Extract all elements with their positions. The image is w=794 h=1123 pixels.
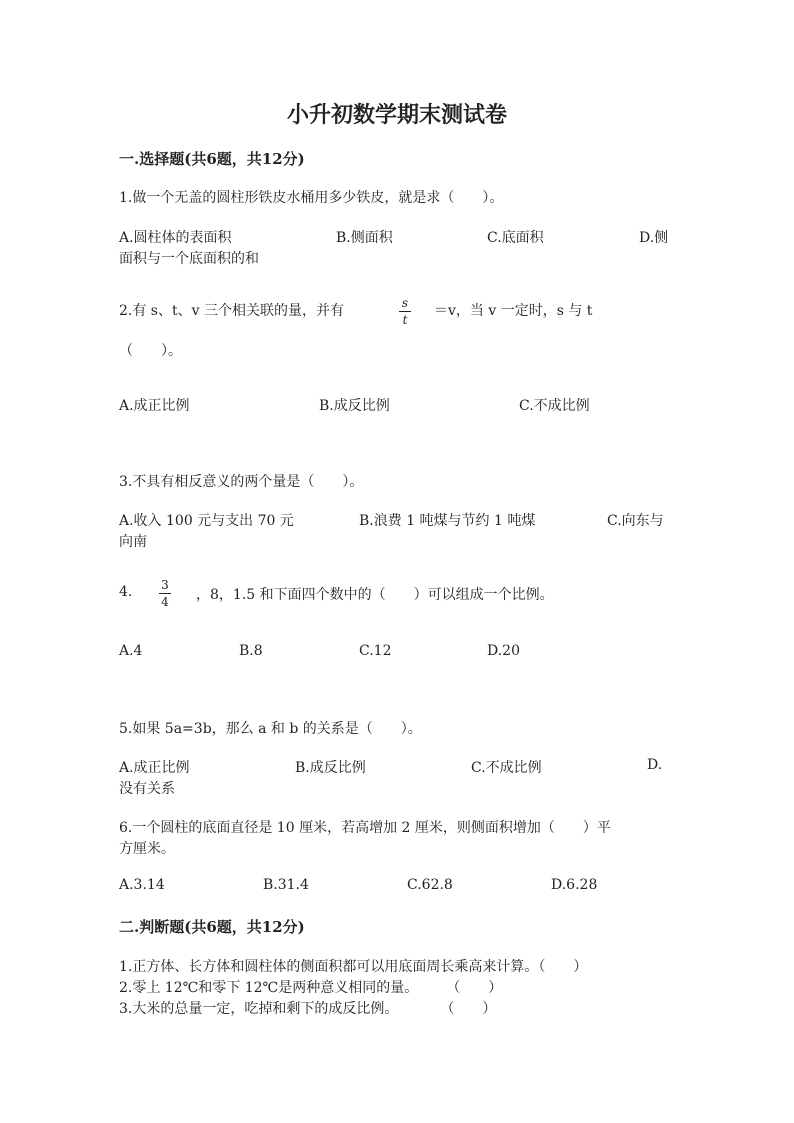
question-4-suffix: ，8，1.5 和下面四个数中的（ ）可以组成一个比例。 [196,587,554,603]
judgement-item-3: 3.大米的总量一定，吃掉和剩下的成反比例。 （ ） [119,1001,497,1017]
fraction-numerator: 3 [161,578,169,592]
question-5-text: 5.如果 5a=3b，那么 a 和 b 的关系是（ ）。 [119,721,422,737]
fraction-numerator: s [401,296,409,310]
fraction-three-quarters [159,578,171,609]
question-3-option-c: C.向东与 [607,513,664,529]
question-2-suffix: ＝v，当 v 一定时，s 与 t [434,303,593,319]
question-4-option-c: C.12 [359,643,392,659]
judgement-item-2: 2.零上 12℃和零下 12℃是两种意义相同的量。 （ ） [119,980,503,996]
question-4-prefix: 4. [119,584,133,600]
question-2-option-b: B.成反比例 [319,398,390,414]
question-5-option-b: B.成反比例 [295,760,366,776]
question-3-option-b: B.浪费 1 吨煤与节约 1 吨煤 [359,513,536,529]
question-6-option-d: D.6.28 [551,877,598,893]
question-6-option-c: C.62.8 [407,877,453,893]
question-5-option-d-wrap: 没有关系 [119,781,175,797]
question-2-line2: （ ）。 [119,343,182,359]
question-6-text: 6.一个圆柱的底面直径是 10 厘米，若高增加 2 厘米，则侧面积增加（ ）平 [119,820,611,836]
question-2-option-a: A.成正比例 [119,398,190,414]
section-heading-choice: 一.选择题(共6题，共12分) [119,150,305,168]
question-6-option-a: A.3.14 [119,877,165,893]
fraction-bar [399,311,411,312]
fraction-s-over-t [399,296,411,327]
question-4-option-d: D.20 [487,643,520,659]
question-3-text: 3.不具有相反意义的两个量是（ ）。 [119,474,364,490]
question-1-text: 1.做一个无盖的圆柱形铁皮水桶用多少铁皮，就是求（ ）。 [119,190,504,206]
question-5-option-c: C.不成比例 [471,760,542,776]
question-1-option-b: B.侧面积 [336,230,393,246]
question-3-option-c-wrap: 向南 [119,534,147,550]
question-1-option-d-wrap: 面积与一个底面积的和 [119,251,259,267]
section-heading-judgement: 二.判断题(共6题，共12分) [119,918,305,936]
question-2-option-c: C.不成比例 [519,398,590,414]
fraction-denominator: t [402,313,408,327]
question-1-option-c: C.底面积 [487,230,544,246]
question-1-option-a: A.圆柱体的表面积 [119,230,232,246]
question-2-prefix: 2.有 s、t、v 三个相关联的量，并有 [119,303,344,319]
question-4-option-b: B.8 [239,643,263,659]
fraction-bar [159,593,171,594]
question-6-text-wrap: 方厘米。 [119,841,175,857]
question-6-option-b: B.31.4 [263,877,309,893]
question-3-option-a: A.收入 100 元与支出 70 元 [119,513,294,529]
judgement-item-1: 1.正方体、长方体和圆柱体的侧面积都可以用底面周长乘高来计算。（ ） [119,959,588,975]
question-4-option-a: A.4 [119,643,143,659]
question-5-option-a: A.成正比例 [119,760,190,776]
page-title: 小升初数学期末测试卷 [286,102,507,128]
fraction-denominator: 4 [161,595,169,609]
question-1-option-d: D.侧 [639,230,669,246]
question-5-option-d: D. [647,757,663,773]
